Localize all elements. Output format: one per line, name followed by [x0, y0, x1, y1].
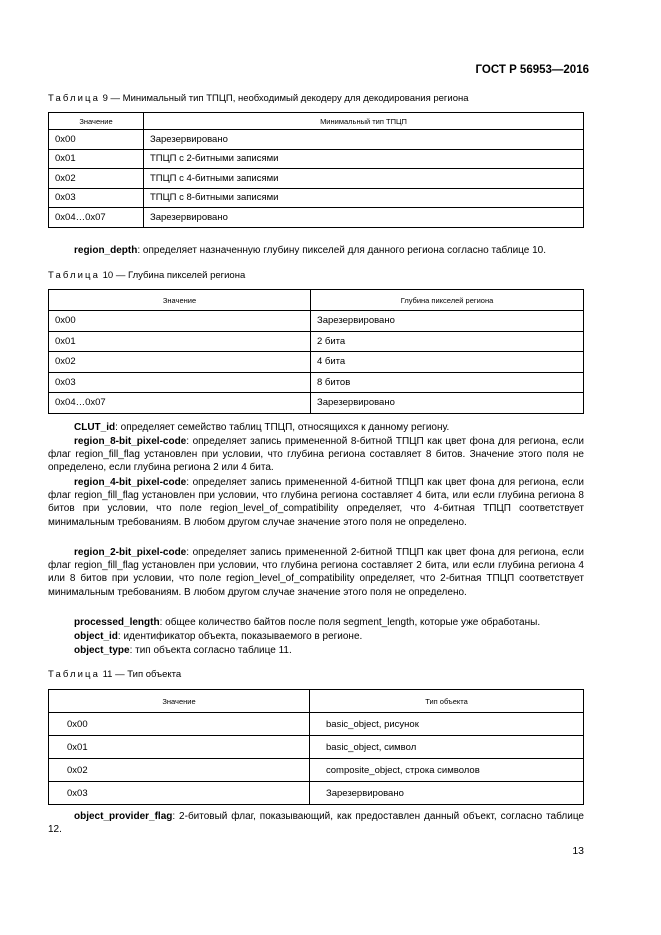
field-term: region_2-bit_pixel-code	[74, 547, 187, 558]
field-description: : общее количество байтов после поля segment_length, которые уже обработаны.	[159, 617, 541, 628]
table-cell: 0x00	[49, 311, 311, 332]
table-cell: 0x04…0x07	[49, 393, 311, 414]
table-cell: 0x03	[49, 188, 144, 208]
table-row	[49, 130, 584, 150]
table-row	[49, 208, 584, 228]
paragraph-region-2bit	[48, 546, 584, 599]
field-description: : определяет запись примененной 2-битной ТПЦП как цвет фона для региона, если флаг region_fill_flag установлен при условии, что глубина региона составляет 2 бита, или если глубина региона 4 или 8 битов при условии, что поле region_level_of_compatibility определяет, что 2-битная ТПЦП соответствует минимальным требованиям. В любом другом случае значение этого поля не определено.	[48, 547, 584, 598]
table-9-label: Таблица	[48, 93, 100, 104]
table-row	[49, 352, 584, 373]
field-term: region_8-bit_pixel-code	[74, 436, 187, 447]
table-11	[48, 689, 584, 805]
table-row	[49, 736, 584, 759]
table-cell: basic_object, рисунок	[310, 713, 584, 736]
paragraph-object-type	[48, 644, 584, 657]
page-number: 13	[572, 845, 584, 857]
field-description: : определяет семейство таблиц ТПЦП, относящихся к данному региону.	[115, 422, 450, 433]
table-cell: composite_object, строка символов	[310, 759, 584, 782]
field-description: : тип объекта согласно таблице 11.	[129, 645, 292, 656]
table-11-title: — Тип объекта	[115, 669, 182, 680]
table-cell: Зарезервировано	[144, 208, 584, 228]
table-header-row	[49, 690, 584, 713]
table-11-caption	[48, 669, 181, 680]
table-cell: Зарезервировано	[310, 782, 584, 805]
field-term: object_provider_flag	[74, 811, 173, 822]
paragraph-clut-id	[48, 421, 584, 434]
paragraph-region-4bit	[48, 476, 584, 529]
field-term: region_depth	[74, 245, 138, 256]
table-header-row	[49, 113, 584, 130]
table-9-caption	[48, 93, 469, 104]
table-row	[49, 759, 584, 782]
table-9-number: 9	[102, 93, 108, 104]
table-row	[49, 331, 584, 352]
table-header-row	[49, 290, 584, 311]
table-cell: 0x03	[49, 372, 311, 393]
table-11-label: Таблица	[48, 669, 100, 680]
standard-number: ГОСТ Р 56953—2016	[475, 64, 589, 76]
table-cell: 2 бита	[311, 331, 584, 352]
field-description: : 2-битовый флаг, показывающий, как предоставлен данный объект, согласно таблице 12.	[48, 811, 584, 836]
table-row	[49, 311, 584, 332]
field-description: : определяет назначенную глубину пикселей для данного региона согласно таблице 10.	[137, 245, 547, 256]
field-term: region_4-bit_pixel-code	[74, 477, 187, 488]
table-9-title: — Минимальный тип ТПЦП, необходимый декодеру для декодирования региона	[110, 93, 469, 104]
table-cell: 0x02	[49, 352, 311, 373]
table-cell: Зарезервировано	[311, 311, 584, 332]
paragraph-object-provider-flag	[48, 810, 584, 836]
table-cell: Зарезервировано	[311, 393, 584, 414]
table-cell: 0x04…0x07	[49, 208, 144, 228]
table-cell: 0x01	[49, 736, 310, 759]
table-10-label: Таблица	[48, 270, 100, 281]
table-row	[49, 393, 584, 414]
table-cell: Зарезервировано	[144, 130, 584, 150]
table-cell: 0x02	[49, 169, 144, 189]
table-cell: ТПЦП с 8-битными записями	[144, 188, 584, 208]
table-10-number: 10	[102, 270, 114, 281]
table-row	[49, 372, 584, 393]
table-10-title: — Глубина пикселей региона	[115, 270, 246, 281]
table-cell: 0x01	[49, 331, 311, 352]
table-row	[49, 149, 584, 169]
field-description: : определяет запись примененной 4-битной ТПЦП как цвет фона для региона, если флаг region_fill_flag установлен при условии, что глубина региона составляет 4 бита, или если глубина региона 8 битов при условии, что поле region_level_of_compatibility определяет, что 4-битная ТПЦП соответствует минимальным требованиям. В любом другом случае значение этого поля не определено.	[48, 477, 584, 528]
table-cell: 0x02	[49, 759, 310, 782]
table-10	[48, 289, 584, 414]
column-header: Значение	[49, 113, 144, 130]
paragraph-region-depth	[48, 244, 584, 257]
paragraph-processed-length	[48, 616, 584, 629]
table-cell: 0x03	[49, 782, 310, 805]
paragraph-object-id	[48, 630, 584, 643]
column-header: Значение	[49, 290, 311, 311]
table-cell: 4 бита	[311, 352, 584, 373]
table-cell: 0x01	[49, 149, 144, 169]
table-cell: 0x00	[49, 130, 144, 150]
field-description: : идентификатор объекта, показываемого в регионе.	[117, 631, 363, 642]
column-header: Значение	[49, 690, 310, 713]
paragraph-region-8bit	[48, 435, 584, 475]
table-cell: ТПЦП с 2-битными записями	[144, 149, 584, 169]
table-cell: ТПЦП с 4-битными записями	[144, 169, 584, 189]
table-10-caption	[48, 270, 245, 281]
field-term: object_id	[74, 631, 118, 642]
table-9	[48, 112, 584, 228]
table-11-number: 11	[102, 669, 113, 680]
column-header: Глубина пикселей региона	[311, 290, 584, 311]
table-cell: 8 битов	[311, 372, 584, 393]
field-term: CLUT_id	[74, 422, 116, 433]
table-row	[49, 713, 584, 736]
field-description: : определяет запись примененной 8-битной ТПЦП как цвет фона для региона, если флаг region_fill_flag установлен при условии, что глубина региона составляет 8 битов. Значение этого поля не определено, если глубина региона 2 или 4 бита.	[48, 436, 584, 474]
table-row	[49, 782, 584, 805]
table-row	[49, 169, 584, 189]
field-term: object_type	[74, 645, 130, 656]
column-header: Тип объекта	[310, 690, 584, 713]
table-cell: basic_object, символ	[310, 736, 584, 759]
table-cell: 0x00	[49, 713, 310, 736]
table-row	[49, 188, 584, 208]
column-header: Минимальный тип ТПЦП	[144, 113, 584, 130]
field-term: processed_length	[74, 617, 160, 628]
